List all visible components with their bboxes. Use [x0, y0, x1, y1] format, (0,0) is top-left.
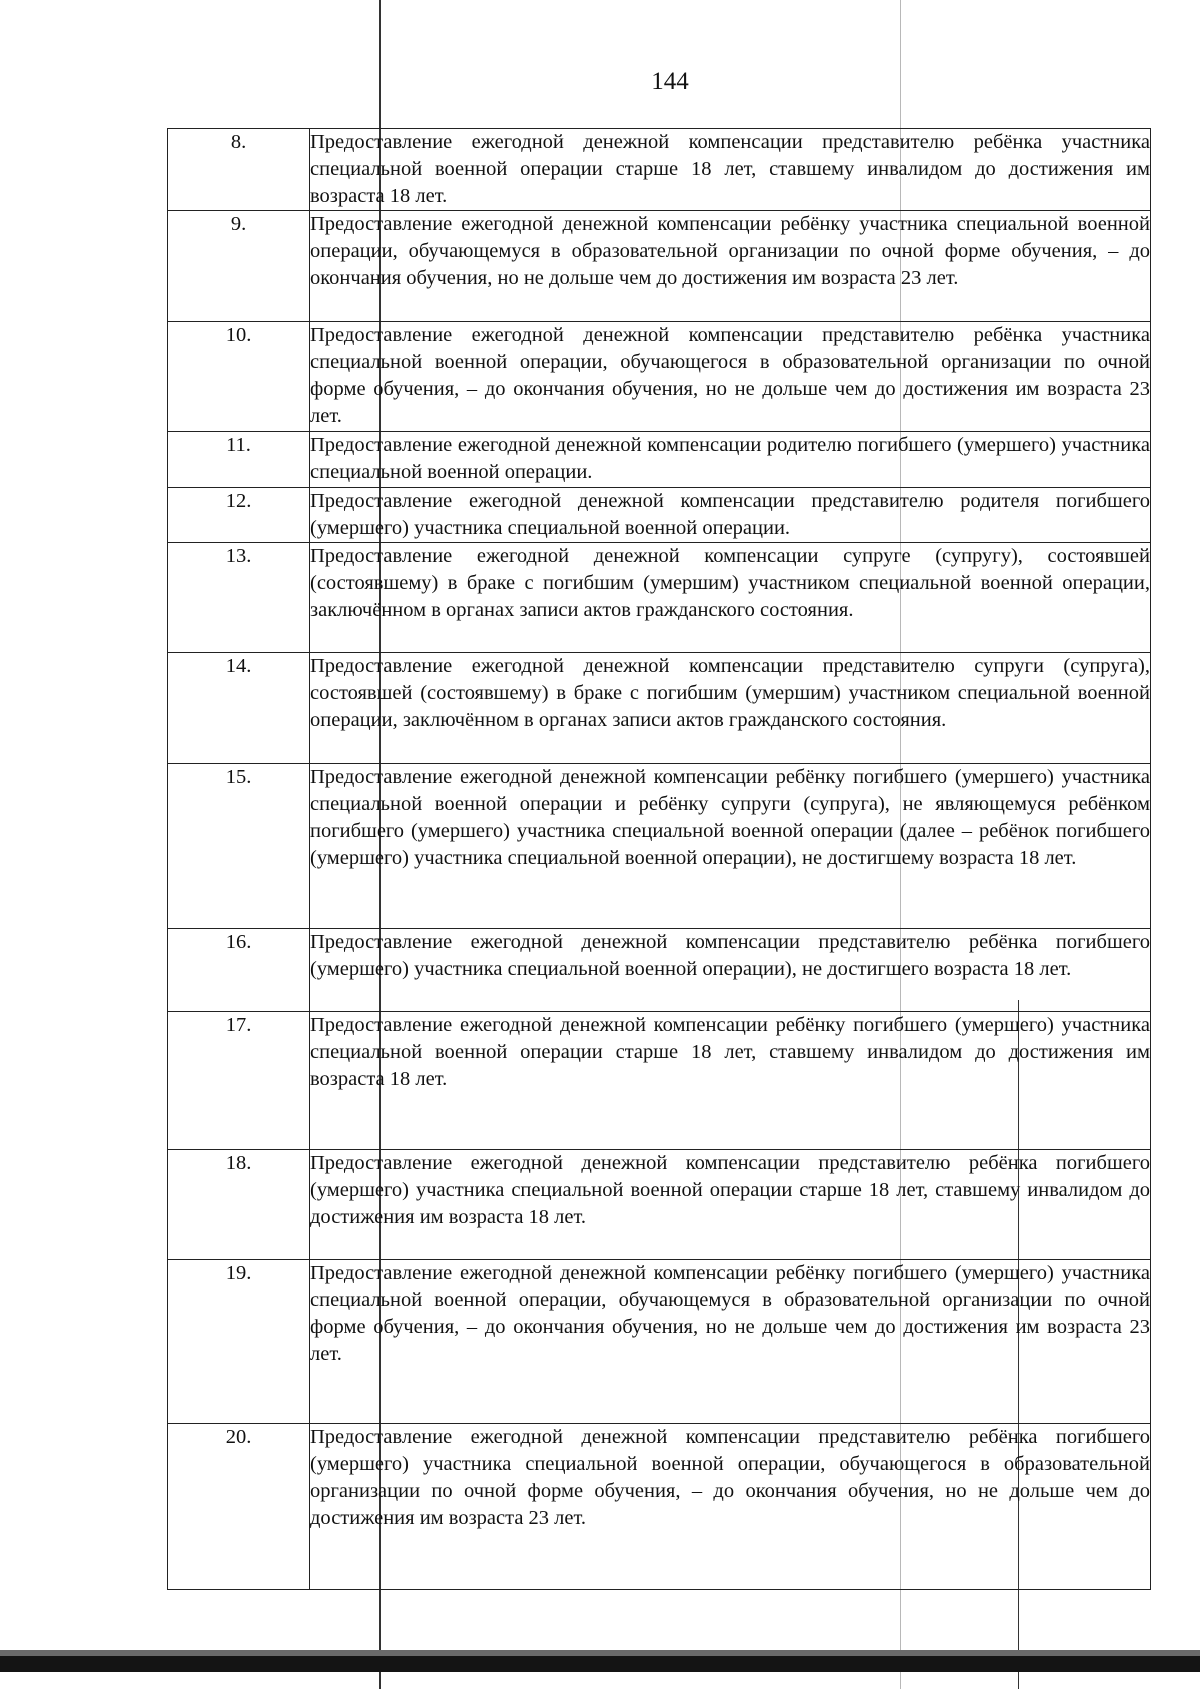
row-text: Предоставление ежегодной денежной компенсации родителю погибшего (умершего) участника специальной военной операции.: [310, 431, 1151, 487]
row-text: Предоставление ежегодной денежной компенсации представителю родителя погибшего (умершего) участника специальной военной операции.: [310, 487, 1151, 542]
table-row: [168, 487, 1151, 542]
table-row: [168, 129, 1151, 211]
scan-artifact-band: [0, 1656, 1200, 1672]
row-number: 16.: [168, 929, 310, 1012]
row-text: Предоставление ежегодной денежной компенсации ребёнку погибшего (умершего) участника специальной военной операции и ребёнку супруги (супруга), не являющемуся ребёнком погибшего (умершего) участника специальной военной операции (далее – ребёнок погибшего (умершего) участника специальной военной операции), не достигшему возраста 18 лет.: [310, 763, 1151, 928]
row-text: Предоставление ежегодной денежной компенсации ребёнку погибшего (умершего) участника специальной военной операции, обучающемуся в образовательной организации по очной форме обучения, – до окончания обучения, но не дольше чем до достижения им возраста 23 лет.: [310, 1260, 1151, 1424]
table-row: [168, 543, 1151, 653]
table-row: [168, 431, 1151, 487]
table-row: [168, 1260, 1151, 1424]
row-text: Предоставление ежегодной денежной компенсации представителю ребёнка погибшего (умершего) участника специальной военной операции, обучающегося в образовательной организации по очной форме обучения, – до окончания обучения, но не дольше чем до достижения им возраста 23 лет.: [310, 1424, 1151, 1590]
row-number: 11.: [168, 431, 310, 487]
row-number: 19.: [168, 1260, 310, 1424]
row-number: 15.: [168, 763, 310, 928]
table-row: [168, 763, 1151, 928]
row-number: 14.: [168, 653, 310, 763]
row-text: Предоставление ежегодной денежной компенсации представителю ребёнка погибшего (умершего) участника специальной военной операции), не достигшего возраста 18 лет.: [310, 929, 1151, 1012]
row-text: Предоставление ежегодной денежной компенсации представителю ребёнка участника специальной военной операции старше 18 лет, ставшему инвалидом до достижения им возраста 18 лет.: [310, 129, 1151, 211]
row-number: 12.: [168, 487, 310, 542]
row-number: 18.: [168, 1149, 310, 1259]
row-number: 13.: [168, 543, 310, 653]
row-number: 17.: [168, 1012, 310, 1149]
row-text: Предоставление ежегодной денежной компенсации ребёнку погибшего (умершего) участника специальной военной операции старше 18 лет, ставшему инвалидом до достижения им возраста 18 лет.: [310, 1012, 1151, 1149]
row-text: Предоставление ежегодной денежной компенсации супруге (супругу), состоявшей (состоявшему) в браке с погибшим (умершим) участником специальной военной операции, заключённом в органах записи актов гражданского состояния.: [310, 543, 1151, 653]
row-number: 10.: [168, 321, 310, 431]
table-row: [168, 1424, 1151, 1590]
row-number: 9.: [168, 211, 310, 321]
table-row: [168, 929, 1151, 1012]
table-row: [168, 653, 1151, 763]
services-table: [167, 128, 1151, 1590]
row-text: Предоставление ежегодной денежной компенсации ребёнку участника специальной военной операции, обучающемуся в образовательной организации по очной форме обучения, – до окончания обучения, но не дольше чем до достижения им возраста 23 лет.: [310, 211, 1151, 321]
table-row: [168, 1012, 1151, 1149]
page-number: 144: [651, 68, 689, 95]
row-text: Предоставление ежегодной денежной компенсации представителю супруги (супруга), состоявшей (состоявшему) в браке с погибшим (умершим) участником специальной военной операции, заключённом в органах записи актов гражданского состояния.: [310, 653, 1151, 763]
row-number: 8.: [168, 129, 310, 211]
table-row: [168, 211, 1151, 321]
table-row: [168, 321, 1151, 431]
row-text: Предоставление ежегодной денежной компенсации представителю ребёнка погибшего (умершего) участника специальной военной операции старше 18 лет, ставшему инвалидом до достижения им возраста 18 лет.: [310, 1149, 1151, 1259]
row-number: 20.: [168, 1424, 310, 1590]
table-row: [168, 1149, 1151, 1259]
row-text: Предоставление ежегодной денежной компенсации представителю ребёнка участника специальной военной операции, обучающегося в образовательной организации по очной форме обучения, – до окончания обучения, но не дольше чем до достижения им возраста 23 лет.: [310, 321, 1151, 431]
